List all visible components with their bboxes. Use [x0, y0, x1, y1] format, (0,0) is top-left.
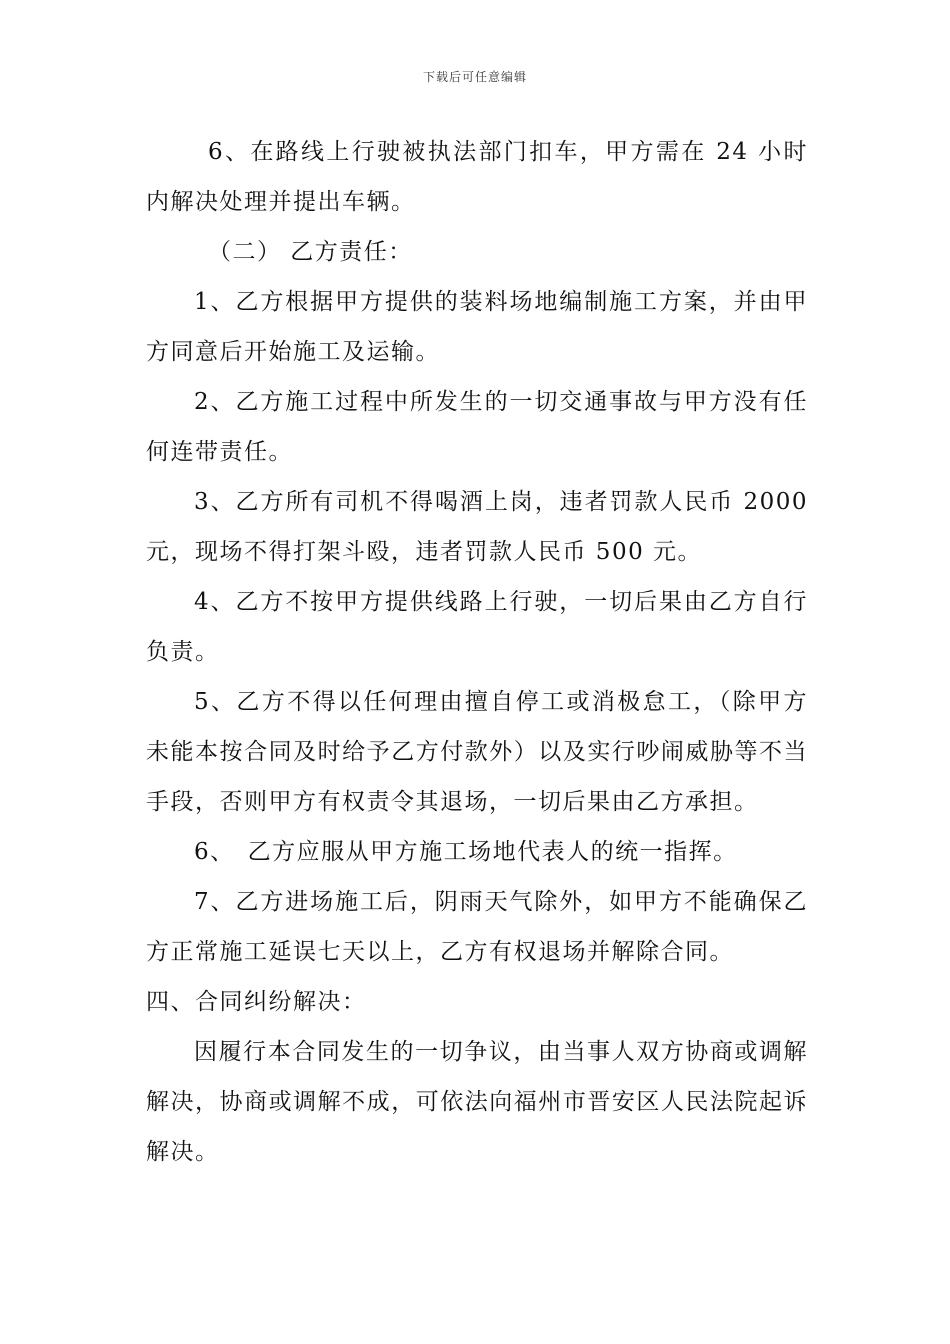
clause-7-withdrawal-right: 7、乙方进场施工后，阴雨天气除外，如甲方不能确保乙方正常施工延误七天以上，乙方有权退场并解除合同。 [146, 889, 808, 965]
clause-6-obey-command: 6、 乙方应服从甲方施工场地代表人的统一指挥。 [194, 839, 738, 865]
document-body [146, 127, 808, 1177]
clause-5-work-stoppage: 5、乙方不得以任何理由擅自停工或消极怠工，（除甲方未能本按合同及时给予乙方付款外）以及实行吵闹威胁等不当手段，否则甲方有权责令其退场，一切后果由乙方承担。 [146, 689, 808, 815]
clause-1-construction-plan: 1、乙方根据甲方提供的装料场地编制施工方案，并由甲方同意后开始施工及运输。 [146, 289, 808, 365]
section-heading-dispute-resolution: 四、合同纠纷解决： [146, 989, 367, 1015]
clause-4-route-compliance: 4、乙方不按甲方提供线路上行驶，一切后果由乙方自行负责。 [146, 589, 808, 665]
dispute-resolution-text: 因履行本合同发生的一切争议，由当事人双方协商或调解解决，协商或调解不成，可依法向福州市晋安区人民法院起诉解决。 [146, 1039, 808, 1165]
clause-6-vehicle-detained: 6、在路线上行驶被执法部门扣车，甲方需在 24 小时内解决处理并提出车辆。 [146, 139, 808, 215]
page-header: 下载后可任意编辑 [422, 70, 527, 84]
section-heading-party-b-responsibility: （二） 乙方责任： [208, 239, 413, 265]
clause-3-driver-conduct: 3、乙方所有司机不得喝酒上岗，违者罚款人民币 2000 元，现场不得打架斗殴，违者罚款人民币 500 元。 [146, 489, 808, 565]
clause-2-traffic-accidents: 2、乙方施工过程中所发生的一切交通事故与甲方没有任何连带责任。 [146, 389, 808, 465]
